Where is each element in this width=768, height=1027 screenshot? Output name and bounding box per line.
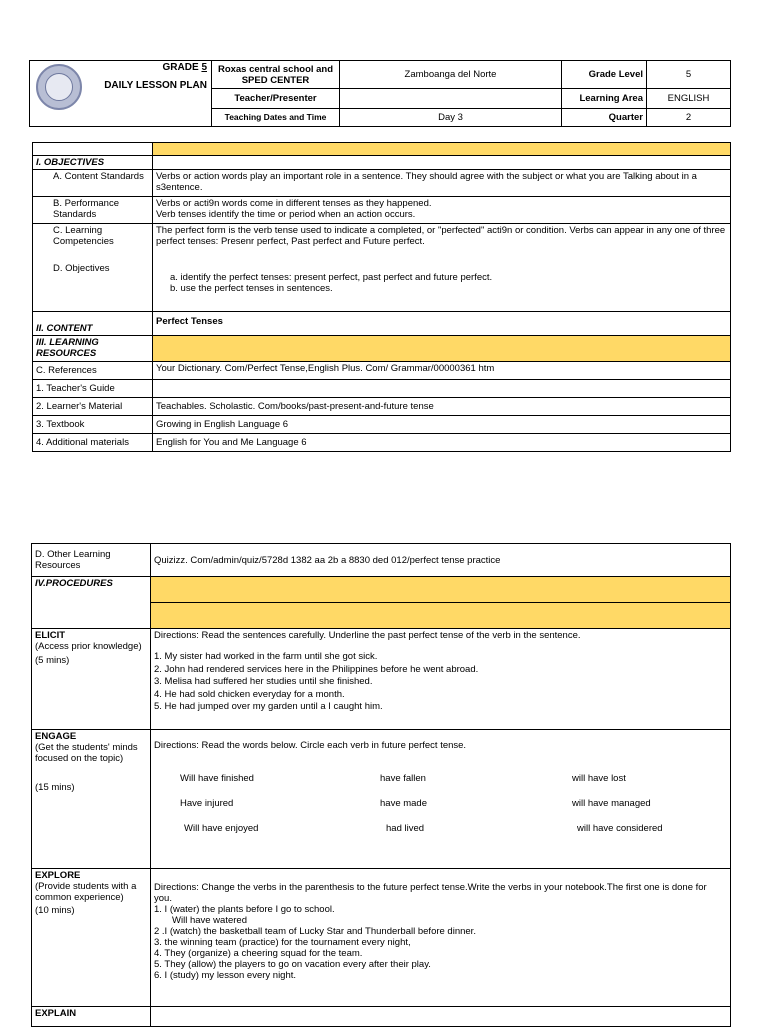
explore-item: 6. I (study) my lesson every night.: [154, 970, 297, 981]
engage-word-grid: [180, 773, 750, 848]
elicit-title: ELICIT: [35, 630, 66, 641]
engage-word: Will have enjoyed: [184, 823, 259, 834]
textbook-text: Growing in English Language 6: [153, 416, 731, 434]
performance-line-1: Verbs or acti9n words come in different tenses as they happened.: [156, 198, 432, 209]
elicit-item: 2. John had rendered services here in the Philippines before he went abroad.: [154, 663, 479, 675]
learners-material-text: Teachables. Scholastic. Com/books/past-present-and-future tense: [153, 398, 731, 416]
explore-item: 4. They (organize) a cheering squad for the team.: [154, 948, 363, 959]
grade-number: 5: [201, 62, 207, 73]
additional-label: 4. Additional materials: [33, 434, 153, 452]
engage-word: Will have finished: [180, 773, 254, 784]
quarter-label: Quarter: [562, 108, 647, 126]
explore-item: 2 .I (watch) the basketball team of Lucky Star and Thunderball before dinner.: [154, 926, 476, 937]
explore-item: 3. the winning team (practice) for the tournament every night,: [154, 937, 411, 948]
content-standards-label: A. Content Standards: [33, 170, 153, 197]
competencies-cell-text: [153, 224, 731, 312]
quarter-value: 2: [647, 108, 731, 126]
deped-seal-icon: [36, 64, 82, 110]
resources-heading: III. LEARNING RESOURCES: [33, 336, 153, 362]
engage-title: ENGAGE: [35, 731, 77, 742]
explore-time: (10 mins): [35, 905, 75, 916]
procedures-heading: IV.PROCEDURES: [32, 577, 151, 629]
teachers-guide-text: [153, 380, 731, 398]
procedures-table: [31, 543, 731, 1027]
grade-level-value: 5: [647, 61, 731, 89]
other-resources-text: Quizizz. Com/admin/quiz/5728d 1382 aa 2b a 8830 ded 012/perfect tense practice: [151, 544, 731, 577]
elicit-item: 4. He had sold chicken everyday for a month.: [154, 688, 345, 700]
engage-word: Have injured: [180, 798, 234, 809]
engage-word: will have considered: [577, 823, 663, 834]
objectives-heading: I. OBJECTIVES: [33, 156, 153, 170]
competencies-cell: [33, 224, 153, 312]
additional-text: English for You and Me Language 6: [153, 434, 731, 452]
explore-item: 5. They (allow) the players to go on vacation every after their play.: [154, 959, 431, 970]
engage-time: (15 mins): [35, 782, 75, 793]
engage-word: will have lost: [572, 773, 626, 784]
performance-standards-text: [153, 197, 731, 224]
elicit-time: (5 mins): [35, 655, 70, 666]
competencies-text: The perfect form is the verb tense used to indicate a completed, or "perfected" acti9n or condition. Verbs can appear in any one of three perfect tenses: Presenr perfect, Past perfect and Future perfect.: [156, 225, 726, 247]
elicit-desc: (Access prior knowledge): [35, 641, 142, 652]
content-text: Perfect Tenses: [153, 312, 731, 336]
explore-item: 1. I (water) the plants before I go to school.: [154, 904, 335, 915]
elicit-item: 1. My sister had worked in the farm until she got sick.: [154, 651, 378, 662]
elicit-directions: Directions: Read the sentences carefully. Underline the past perfect tense of the verb in the sentence.: [154, 630, 581, 641]
textbook-label: 3. Textbook: [33, 416, 153, 434]
engage-cell: [32, 730, 151, 869]
header-title-cell: [30, 61, 212, 127]
header-table: [29, 60, 731, 127]
engage-desc: (Get the students' minds focused on the topic): [35, 742, 138, 764]
explore-desc: (Provide students with a common experience): [35, 881, 137, 903]
explore-directions: Directions: Change the verbs in the parenthesis to the future perfect tense.Write the verbs in your notebook.The first one is done for you.: [154, 882, 707, 904]
grade-label: GRADE: [162, 62, 202, 73]
engage-word: had lived: [386, 823, 425, 834]
dates-value: Day 3: [340, 108, 562, 126]
content-heading: II. CONTENT: [33, 312, 153, 336]
other-resources-label: D. Other Learning Resources: [32, 544, 151, 577]
grade-level-label: Grade Level: [562, 61, 647, 89]
engage-directions: Directions: Read the words below. Circle each verb in future perfect tense.: [154, 740, 467, 751]
province: Zamboanga del Norte: [340, 61, 562, 89]
plan-title: DAILY LESSON PLAN: [104, 80, 207, 91]
engage-word: have made: [380, 798, 428, 809]
explore-title: EXPLORE: [35, 870, 81, 881]
engage-content: [151, 730, 731, 869]
teacher-value: [340, 89, 562, 108]
engage-word: have fallen: [380, 773, 426, 784]
explore-cell: [32, 869, 151, 1007]
performance-standards-label: B. Performance Standards: [33, 197, 153, 224]
elicit-content: [151, 629, 731, 730]
references-text: Your Dictionary. Com/Perfect Tense,English Plus. Com/ Grammar/00000361 htm: [153, 362, 731, 380]
learning-area-value: ENGLISH: [647, 89, 731, 108]
engage-word: will have managed: [572, 798, 651, 809]
performance-line-2: Verb tenses identify the time or period when an action occurs.: [156, 209, 416, 220]
teacher-label: Teacher/Presenter: [212, 89, 340, 108]
dates-label: Teaching Dates and Time: [212, 108, 340, 126]
elicit-item: 3. Melisa had suffered her studies until she finished.: [154, 676, 373, 687]
elicit-cell: [32, 629, 151, 730]
learning-area-label: Learning Area: [562, 89, 647, 108]
elicit-item: 5. He had jumped over my garden until a I caught him.: [154, 701, 383, 712]
school-name: Roxas central school and SPED CENTER: [212, 61, 340, 89]
objectives-table: [32, 142, 731, 452]
competencies-label: C. Learning Competencies: [53, 225, 114, 247]
objective-b: b. use the perfect tenses in sentences.: [170, 283, 333, 294]
objectives-d-label: D. Objectives: [53, 263, 110, 274]
teachers-guide-label: 1. Teacher's Guide: [33, 380, 153, 398]
objective-a: a. identify the perfect tenses: present perfect, past perfect and future perfect.: [170, 272, 493, 283]
learners-material-label: 2. Learner's Material: [33, 398, 153, 416]
explore-content: [151, 869, 731, 1007]
highlight-row: [153, 143, 731, 156]
references-label: C. References: [33, 362, 153, 380]
content-standards-text: Verbs or action words play an important role in a sentence. They should agree with the subject or what you are Talking about in a s3entence.: [153, 170, 731, 197]
explore-answer: Will have watered: [172, 915, 247, 926]
explain-title: EXPLAIN: [32, 1007, 151, 1027]
